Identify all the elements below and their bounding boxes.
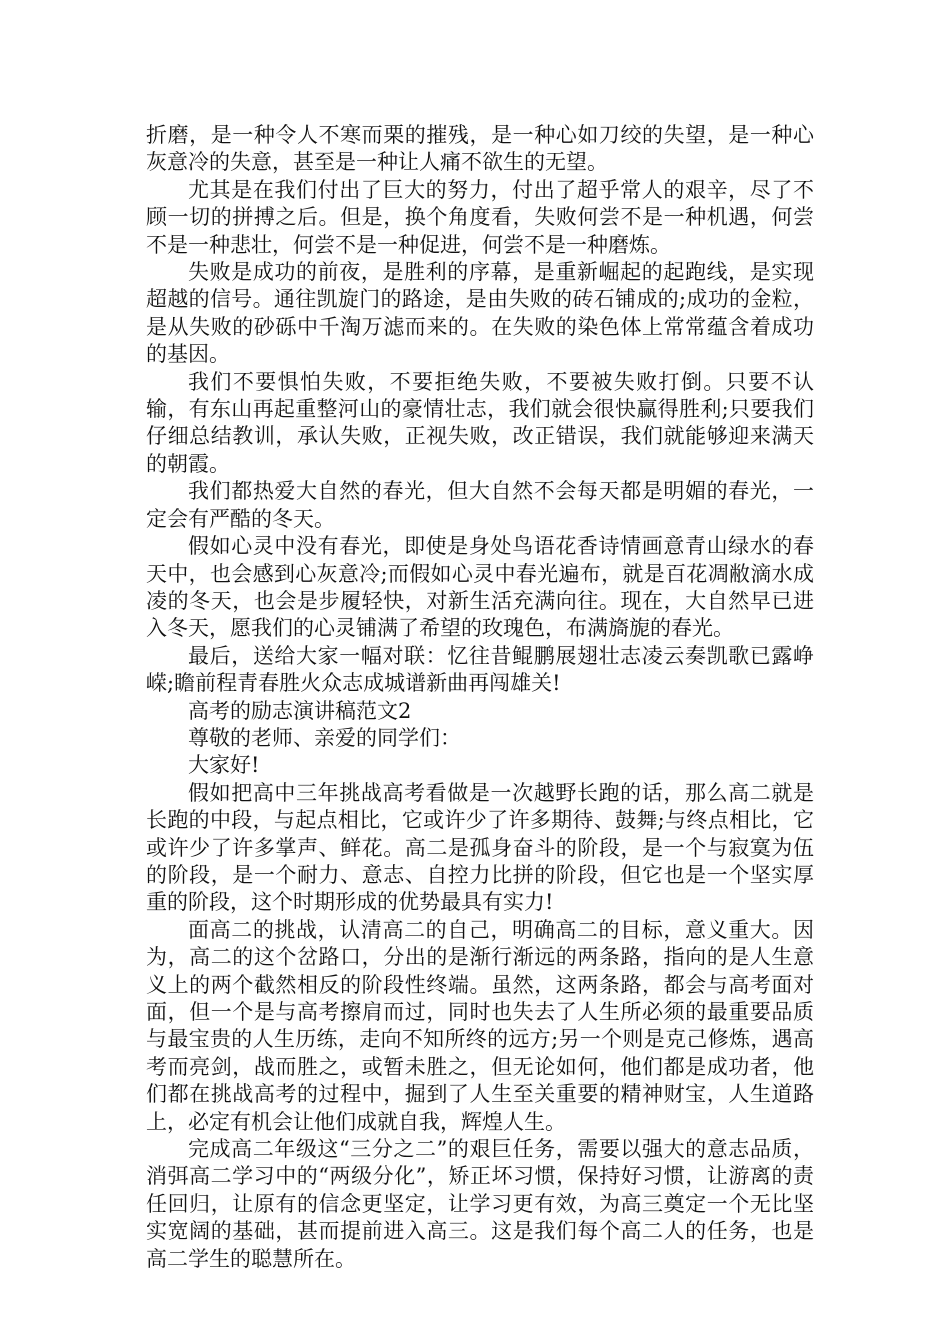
paragraph: 失败是成功的前夜，是胜利的序幕，是重新崛起的起跑线，是实现超越的信号。通往凯旋门的路途，是由失败的砖石铺成的;成功的金粒，是从失败的砂砾中千淘万滤而来的。在失败的染色体上常常蕴含着成功的基因。 xyxy=(146,260,814,367)
paragraph: 最后，送给大家一幅对联：忆往昔鲲鹏展翅壮志凌云奏凯歌已露峥嵘;瞻前程青春胜火众志成城谱新曲再闯雄关! xyxy=(146,643,814,696)
paragraph: 假如把高中三年挑战高考看做是一次越野长跑的话，那么高二就是长跑的中段，与起点相比，它或许少了许多期待、鼓舞;与终点相比，它或许少了许多掌声、鲜花。高二是孤身奋斗的阶段，是一个与寂寞为伍的阶段，是一个耐力、意志、自控力比拼的阶段，但它也是一个坚实厚重的阶段，这个时期形成的优势最具有实力! xyxy=(146,780,814,915)
paragraph: 完成高二年级这“三分之二”的艰巨任务，需要以强大的意志品质，消弭高二学习中的“两级分化”，矫正坏习惯，保持好习惯，让游离的责任回归，让原有的信念更坚定，让学习更有效，为高三奠定一个无比坚实宽阔的基础，甚而提前进入高三。这是我们每个高二人的任务，也是高二学生的聪慧所在。 xyxy=(146,1137,814,1271)
section-title: 高考的励志演讲稿范文2 xyxy=(188,698,412,723)
salutation: 尊敬的老师、亲爱的同学们： xyxy=(188,725,461,750)
paragraph: 面高二的挑战，认清高二的自己，明确高二的目标，意义重大。因为，高二的这个岔路口，分出的是渐行渐远的两条路，指向的是人生意义上的两个截然相反的阶段性终端。虽然，这两条路，都会与高考面对面，但一个是与高考擦肩而过，同时也失去了人生所必须的最重要品质与最宝贵的人生历练，走向不知所终的远方;另一个则是克己修炼，遇高考而亮剑，战而胜之，或暂未胜之，但无论如何，他们都是成功者，他们都在挑战高考的过程中，掘到了人生至关重要的精神财宝，人生道路上，必定有机会让他们成就自我，辉煌人生。 xyxy=(146,917,814,1134)
document-page xyxy=(146,122,814,1273)
paragraph-continued: 折磨，是一种令人不寒而栗的摧残，是一种心如刀绞的失望，是一种心灰意冷的失意，甚至是一种让人痛不欲生的无望。 xyxy=(146,123,814,175)
paragraph: 尤其是在我们付出了巨大的努力，付出了超乎常人的艰辛，尽了不顾一切的拼搏之后。但是，换个角度看，失败何尝不是一种机遇，何尝不是一种悲壮，何尝不是一种促进，何尝不是一种磨炼。 xyxy=(146,177,814,257)
greeting: 大家好! xyxy=(188,753,260,778)
paragraph: 我们都热爱大自然的春光，但大自然不会每天都是明媚的春光，一定会有严酷的冬天。 xyxy=(146,479,814,531)
paragraph: 我们不要惧怕失败，不要拒绝失败，不要被失败打倒。只要不认输，有东山再起重整河山的豪情壮志，我们就会很快赢得胜利;只要我们仔细总结教训，承认失败，正视失败，改正错误，我们就能够迎来满天的朝霞。 xyxy=(146,369,814,476)
paragraph: 假如心灵中没有春光，即使是身处鸟语花香诗情画意青山绿水的春天中，也会感到心灰意冷;而假如心灵中春光遍布，就是百花凋敝滴水成凌的冬天，也会是步履轻快，对新生活充满向往。现在，大自然早已进入冬天，愿我们的心灵铺满了希望的玫瑰色，布满旖旎的春光。 xyxy=(146,534,814,641)
